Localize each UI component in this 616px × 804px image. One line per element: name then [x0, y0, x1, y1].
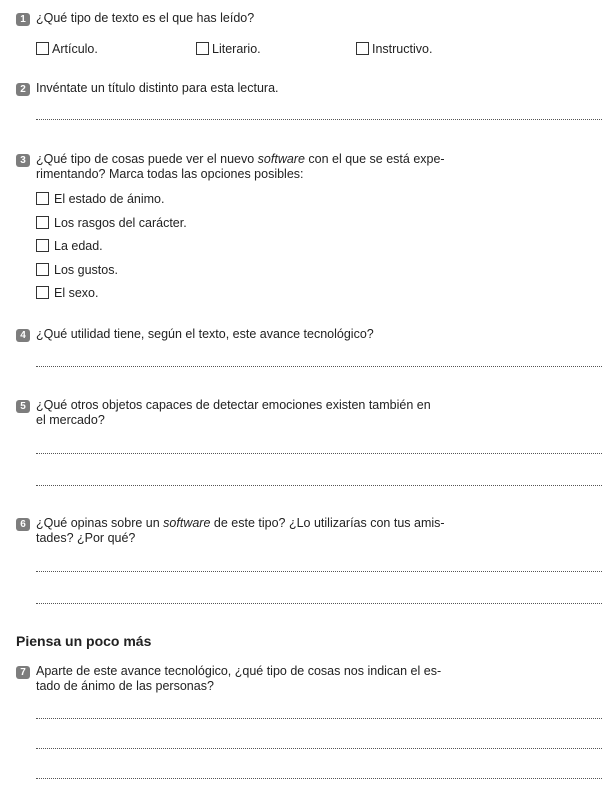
answer-line-q5-2[interactable] — [36, 485, 602, 486]
question-6-text-em: software — [163, 516, 211, 530]
question-number-1: 1 — [16, 13, 30, 26]
option-rasgos-caracter-label: Los rasgos del carácter. — [54, 216, 187, 230]
answer-line-q4[interactable] — [36, 366, 602, 367]
question-4 — [16, 327, 374, 342]
checkbox-articulo[interactable] — [36, 42, 49, 55]
question-number-7: 7 — [16, 666, 30, 679]
question-6-text-a: ¿Qué opinas sobre un — [36, 516, 164, 530]
answer-line-q7-1[interactable] — [36, 718, 602, 719]
answer-line-q5-1[interactable] — [36, 453, 602, 454]
checkbox-rasgos-caracter[interactable] — [36, 216, 49, 229]
question-5-text: ¿Qué otros objetos capaces de detectar emociones existen también en — [36, 398, 431, 412]
question-3-text-em: software — [257, 152, 305, 166]
question-number-3: 3 — [16, 154, 30, 167]
question-5 — [16, 398, 431, 413]
question-number-6: 6 — [16, 518, 30, 531]
option-edad-label: La edad. — [54, 239, 103, 253]
option-gustos-label: Los gustos. — [54, 263, 118, 277]
question-3 — [16, 152, 445, 167]
answer-line-q6-1[interactable] — [36, 571, 602, 572]
option-sexo-label: El sexo. — [54, 286, 99, 300]
checkbox-sexo[interactable] — [36, 286, 49, 299]
option-articulo-label: Artículo. — [52, 42, 98, 56]
option-literario-label: Literario. — [212, 42, 261, 56]
answer-line-q6-2[interactable] — [36, 603, 602, 604]
question-3-text-b: con el que se está expe- — [304, 152, 445, 166]
question-7-line2: tado de ánimo de las personas? — [36, 679, 214, 693]
checkbox-literario[interactable] — [196, 42, 209, 55]
answer-line-q2[interactable] — [36, 119, 602, 120]
question-4-text: ¿Qué utilidad tiene, según el texto, este avance tecnológico? — [36, 327, 374, 341]
question-number-2: 2 — [16, 83, 30, 96]
question-7 — [16, 664, 441, 679]
question-1 — [16, 11, 254, 26]
checkbox-instructivo[interactable] — [356, 42, 369, 55]
section-title: Piensa un poco más — [16, 633, 152, 649]
question-3-text-a: ¿Qué tipo de cosas puede ver el nuevo — [36, 152, 258, 166]
question-6-text-b: de este tipo? ¿Lo utilizarías con tus amis- — [210, 516, 445, 530]
checkbox-edad[interactable] — [36, 239, 49, 252]
question-number-5: 5 — [16, 400, 30, 413]
question-1-text: ¿Qué tipo de texto es el que has leído? — [36, 11, 255, 25]
question-6-line2: tades? ¿Por qué? — [36, 531, 136, 545]
question-2-text: Invéntate un título distinto para esta lectura. — [36, 81, 279, 95]
question-6 — [16, 516, 445, 531]
question-7-text: Aparte de este avance tecnológico, ¿qué tipo de cosas nos indican el es- — [36, 664, 442, 678]
question-5-line2: el mercado? — [36, 413, 105, 427]
question-3-line2: rimentando? Marca todas las opciones posibles: — [36, 167, 304, 181]
checkbox-estado-animo[interactable] — [36, 192, 49, 205]
answer-line-q7-3[interactable] — [36, 778, 602, 779]
option-estado-animo-label: El estado de ánimo. — [54, 192, 165, 206]
question-2 — [16, 81, 279, 96]
answer-line-q7-2[interactable] — [36, 748, 602, 749]
option-instructivo-label: Instructivo. — [372, 42, 433, 56]
question-number-4: 4 — [16, 329, 30, 342]
checkbox-gustos[interactable] — [36, 263, 49, 276]
